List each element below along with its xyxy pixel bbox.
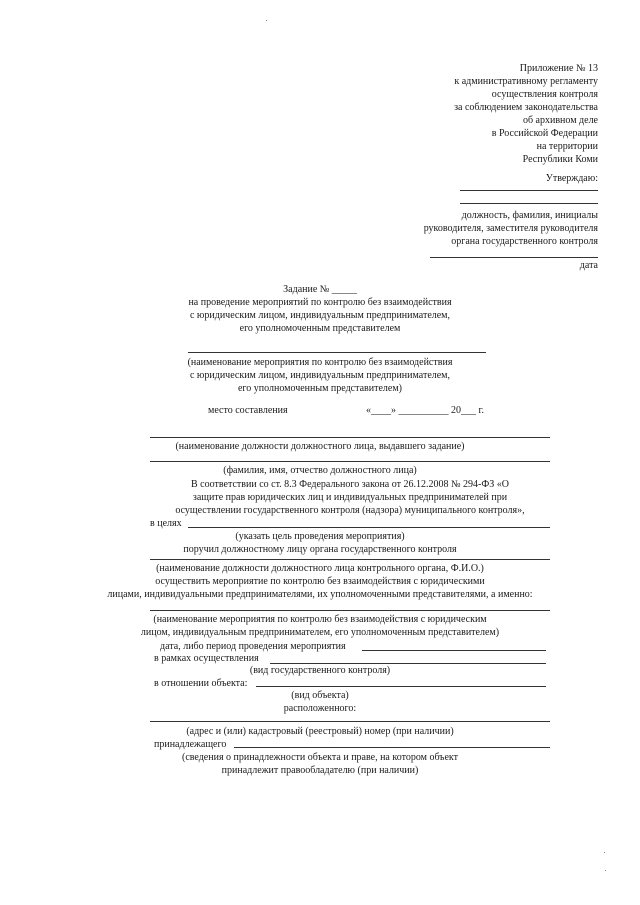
event-name-line	[188, 352, 486, 353]
appendix-line: Республики Коми	[522, 154, 598, 165]
appendix-line: осуществления контроля	[491, 89, 598, 100]
appendix-line: об архивном деле	[522, 115, 598, 126]
task-subtitle-line: с юридическим лицом, индивидуальным предпринимателем,	[189, 310, 451, 321]
control-caption: (вид государственного контроля)	[249, 665, 391, 676]
goal-line	[188, 527, 550, 528]
approval-date-label: дата	[579, 260, 598, 271]
scan-speck	[266, 20, 267, 21]
address-line	[150, 721, 550, 722]
event-caption	[0, 613, 640, 639]
appendix-line: на территории	[536, 141, 598, 152]
law-line: В соответствии со ст. 8.3 Федерального закона от 26.12.2008 № 294-ФЗ «О	[191, 479, 509, 490]
object-caption: (вид объекта)	[291, 690, 349, 701]
law-paragraph	[150, 478, 550, 517]
event-name-caption-line: с юридическим лицом, индивидуальным предпринимателем,	[189, 370, 451, 381]
perform-line: осуществить мероприятие по контролю без взаимодействия с юридическими	[155, 576, 485, 587]
appendix-line: в Российской Федерации	[491, 128, 598, 139]
issuer-position-line	[150, 437, 550, 438]
scan-speck	[604, 852, 605, 853]
approval-caption-line: руководителя, заместителя руководителя	[423, 223, 598, 234]
appendix-line: Приложение № 13	[519, 63, 598, 74]
approval-caption-line: должность, фамилия, инициалы	[461, 210, 598, 221]
approval-caption-line: органа государственного контроля	[451, 236, 598, 247]
event-line	[150, 610, 550, 611]
object-label: в отношении объекта:	[154, 678, 248, 689]
law-line: защите прав юридических лиц и индивидуальных предпринимателей при	[192, 492, 508, 503]
located-label: расположенного:	[283, 703, 357, 714]
official-caption: (наименование должности должностного лица контрольного органа, Ф.И.О.)	[156, 563, 484, 574]
task-title: Задание № _____	[283, 284, 357, 295]
issuer-name-line	[150, 461, 550, 462]
object-line	[256, 686, 546, 687]
official-line	[150, 559, 550, 560]
goal-caption: (указать цель проведения мероприятия)	[235, 531, 405, 542]
approval-name-line	[460, 203, 598, 204]
task-subtitle	[0, 296, 640, 335]
place-label: место составления	[208, 405, 288, 416]
place-date: «____» __________ 20___ г.	[366, 405, 484, 416]
owner-line	[234, 747, 550, 748]
task-subtitle-line: его уполномоченным представителем	[239, 323, 401, 334]
framework-label: в рамках осуществления	[154, 653, 259, 664]
event-name-caption-line: (наименование мероприятия по контролю без взаимодействия	[187, 357, 453, 368]
event-name-caption	[0, 356, 640, 395]
event-name-caption-line: его уполномоченным представителем)	[237, 383, 403, 394]
owner-caption-line: принадлежит правообладателю (при наличии)	[221, 765, 419, 776]
issuer-name-caption: (фамилия, имя, отчество должностного лица)	[223, 465, 417, 476]
approval-caption	[424, 209, 598, 248]
task-subtitle-line: на проведение мероприятий по контролю без взаимодействия	[188, 297, 452, 308]
approval-signature-line	[460, 190, 598, 191]
event-caption-line: лицом, индивидуальным предпринимателем, его уполномоченным представителем)	[140, 627, 500, 638]
scan-speck	[605, 870, 606, 871]
owner-caption	[0, 751, 640, 777]
period-line	[362, 650, 546, 651]
appendix-line: за соблюдением законодательства	[454, 102, 598, 113]
appendix-block	[454, 62, 598, 166]
law-line: осуществлении государственного контроля (надзора) муниципального контроля»,	[175, 505, 525, 516]
issuer-position-caption: (наименование должности должностного лица, выдавшего задание)	[175, 441, 465, 452]
appendix-line: к административному регламенту	[454, 76, 598, 87]
event-caption-line: (наименование мероприятия по контролю без взаимодействия с юридическим	[153, 614, 487, 625]
address-caption: (адрес и (или) кадастровый (реестровый) номер (при наличии)	[186, 726, 454, 737]
owner-caption-line: (сведения о принадлежности объекта и праве, на котором объект	[181, 752, 459, 763]
approval-date-line	[430, 257, 598, 258]
goal-label: в целях	[150, 518, 182, 529]
perform-line: лицами, индивидуальными предпринимателями, их уполномоченными представителями, а именно:	[107, 589, 533, 600]
assigned-text: поручил должностному лицу органа государственного контроля	[183, 544, 457, 555]
period-label: дата, либо период проведения мероприятия	[160, 641, 346, 652]
approval-title: Утверждаю:	[545, 173, 598, 184]
owner-label: принадлежащего	[154, 739, 227, 750]
perform-paragraph	[0, 575, 640, 601]
